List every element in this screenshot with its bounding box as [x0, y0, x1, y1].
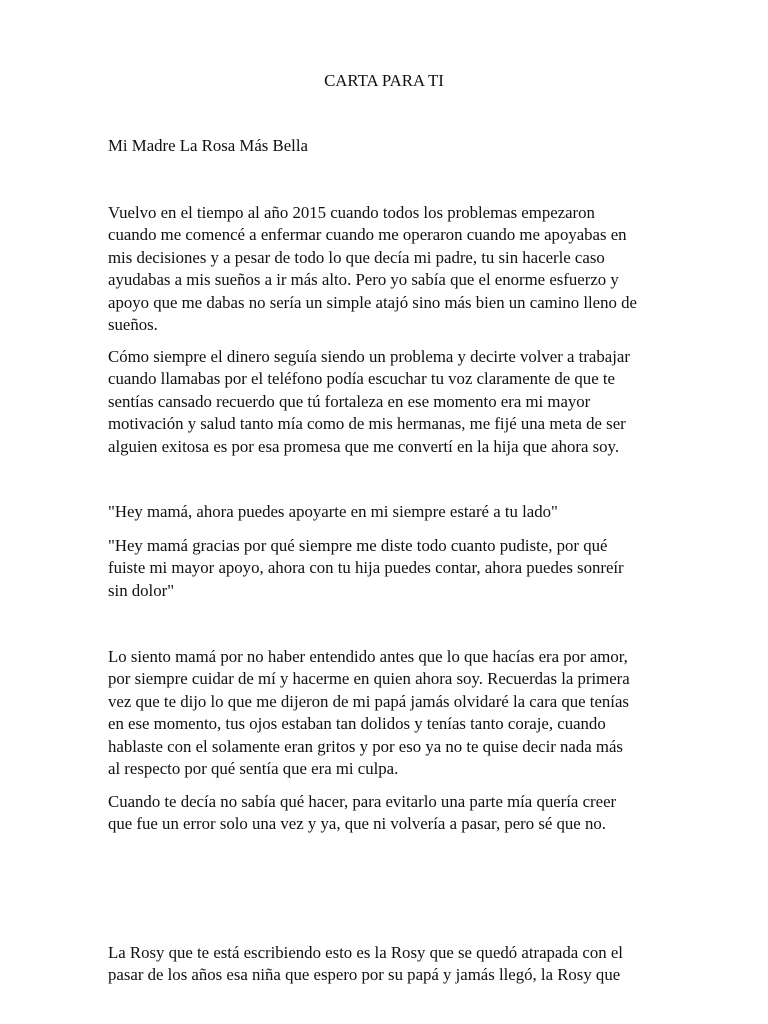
text-line: al respecto por qué sentía que era mi culpa.	[108, 759, 399, 779]
text-line: sentías cansado recuerdo que tú fortaleza en ese momento era mi mayor	[108, 391, 591, 411]
paragraph	[108, 346, 630, 458]
text-line: en ese momento, tus ojos estaban tan dolidos y tenías tanto coraje, cuando	[108, 714, 606, 734]
text-line: sin dolor"	[108, 580, 175, 600]
text-line: La Rosy que te está escribiendo esto es la Rosy que se quedó atrapada con el	[108, 943, 623, 962]
text-line: motivación y salud tanto mía como de mis hermanas, me fijé una meta de ser	[108, 414, 626, 434]
text-line: "Hey mamá gracias por qué siempre me diste todo cuanto pudiste, por qué	[108, 536, 608, 555]
text-line: cuando llamabas por el teléfono podía escuchar tu voz claramente de que te	[108, 369, 615, 389]
text-line: pasar de los años esa niña que espero por su papá y jamás llegó, la Rosy que	[108, 965, 621, 985]
text-line: Cuando te decía no sabía qué hacer, para evitarlo una parte mía quería creer	[108, 792, 617, 811]
text-line: ayudabas a mis sueños a ir más alto. Pero yo sabía que el enorme esfuerzo y	[108, 270, 619, 290]
paragraph	[108, 202, 637, 336]
text-line: que fue un error solo una vez y ya, que ni volvería a pasar, pero sé que no.	[108, 814, 606, 834]
text-line: alguien exitosa es por esa promesa que me convertí en la hija que ahora soy.	[108, 436, 620, 456]
paragraph	[108, 646, 630, 780]
text-line: Cómo siempre el dinero seguía siendo un problema y decirte volver a trabajar	[108, 347, 630, 366]
paragraph	[108, 942, 623, 987]
text-line: apoyo que me dabas no sería un simple atajó sino más bien un camino lleno de	[108, 292, 637, 312]
text-line: Lo siento mamá por no haber entendido antes que lo que hacías era por amor,	[108, 647, 628, 666]
text-line: cuando me comencé a enfermar cuando me operaron cuando me apoyabas en	[108, 225, 627, 245]
paragraph	[108, 791, 616, 836]
text-line: hablaste con el solamente eran gritos y por eso ya no te quise decir nada más	[108, 736, 623, 756]
text-line: "Hey mamá, ahora puedes apoyarte en mi siempre estaré a tu lado"	[108, 502, 558, 521]
text-line: por siempre cuidar de mí y hacerme en quien ahora soy. Recuerdas la primera	[108, 669, 630, 689]
text-line: fuiste mi mayor apoyo, ahora con tu hija puedes contar, ahora puedes sonreír	[108, 558, 624, 578]
text-line: sueños.	[108, 315, 158, 335]
document-subtitle: Mi Madre La Rosa Más Bella	[108, 136, 308, 155]
text-line: Vuelvo en el tiempo al año 2015 cuando todos los problemas empezaron	[108, 203, 595, 222]
document-title: CARTA PARA TI	[324, 71, 444, 90]
text-line: mis decisiones y a pesar de todo lo que decía mi padre, tu sin hacerle caso	[108, 247, 605, 267]
text-line: vez que te dijo lo que me dijeron de mi papá jamás olvidaré la cara que tenías	[108, 691, 629, 711]
quote-paragraph	[108, 501, 558, 523]
quote-paragraph	[108, 535, 624, 602]
